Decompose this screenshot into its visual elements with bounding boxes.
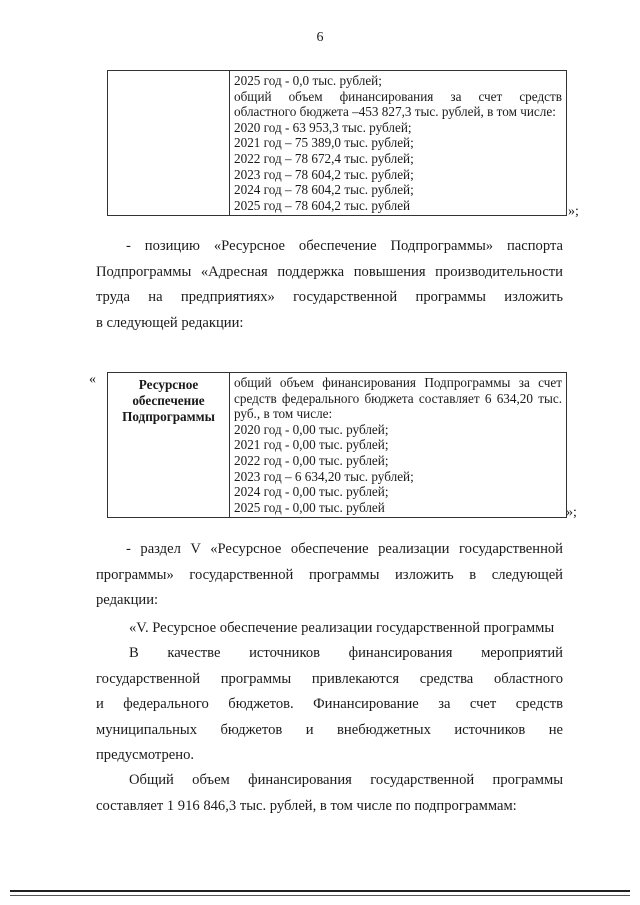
table1-line: 2021 год – 75 389,0 тыс. рублей;: [234, 135, 414, 151]
paragraph-total-funding: [96, 768, 563, 819]
table2-opening-mark: «: [89, 372, 96, 387]
section-v-heading: [96, 616, 563, 642]
table1-closing-mark: »;: [568, 204, 579, 219]
paragraph-funding-sources: [96, 641, 563, 769]
table1-line: 2022 год – 78 672,4 тыс. рублей;: [234, 150, 414, 166]
resource-provision-table: [107, 372, 567, 518]
table1-line: областного бюджета –453 827,3 тыс. рублей, в том числе:: [234, 104, 556, 120]
table2-line: средств федерального бюджета составляет 6 634,20 тыс.: [234, 390, 562, 406]
paragraph-section-v-change: [96, 537, 563, 614]
table1-line: 2025 год – 78 604,2 тыс. рублей: [234, 197, 411, 213]
table1-line: общий объем финансирования за счет средств: [234, 88, 562, 104]
paragraph-line: Общий объем финансирования государственной программы: [129, 772, 563, 788]
paragraph-line: в следующей редакции:: [96, 314, 244, 331]
table2-left-line: обеспечение: [132, 393, 205, 408]
table1-line: 2023 год – 78 604,2 тыс. рублей;: [234, 166, 414, 182]
paragraph-line: предусмотрено.: [96, 747, 195, 763]
table2-left-line: Подпрограммы: [122, 409, 215, 424]
paragraph-line: - раздел V «Ресурсное обеспечение реализации государственной: [126, 541, 563, 557]
table1-line: 2025 год - 0,0 тыс. рублей;: [234, 73, 382, 88]
paragraph-line: государственной программы привлекаются средства областного: [96, 670, 563, 687]
paragraph-line: труда на предприятиях» государственной программы изложить: [96, 289, 563, 305]
table2-line: 2024 год - 0,00 тыс. рублей;: [234, 484, 389, 500]
paragraph-subprogram-position: [96, 234, 563, 336]
footer-divider: [10, 895, 630, 896]
table2-line: руб., в том числе:: [234, 406, 333, 422]
paragraph-line: В качестве источников финансирования мероприятий: [129, 645, 563, 661]
page-number: 6: [316, 30, 324, 45]
funding-table-continued: [107, 70, 567, 216]
paragraph-line: редакции:: [96, 592, 159, 608]
table2-line: 2025 год - 0,00 тыс. рублей: [234, 499, 385, 515]
table1-line: 2020 год - 63 953,3 тыс. рублей;: [234, 119, 412, 135]
table2-line: 2022 год - 0,00 тыс. рублей;: [234, 452, 389, 468]
paragraph-line: составляет 1 916 846,3 тыс. рублей, в том числе по подпрограммам:: [96, 797, 517, 814]
table2-line: 2023 год – 6 634,20 тыс. рублей;: [234, 468, 414, 484]
paragraph-line: «V. Ресурсное обеспечение реализации государственной программы: [129, 620, 555, 636]
paragraph-line: и федерального бюджетов. Финансирование за счет средств: [96, 696, 563, 712]
table2-closing-mark: »;: [566, 505, 577, 520]
paragraph-line: муниципальных бюджетов и внебюджетных источников не: [96, 721, 563, 738]
table2-left-line: Ресурсное: [138, 377, 199, 392]
paragraph-line: Подпрограммы «Адресная поддержка повышения производительности: [96, 263, 563, 280]
table2-line: 2020 год - 0,00 тыс. рублей;: [234, 421, 389, 437]
table2-right-cell: [230, 373, 567, 518]
table2-line: общий объем финансирования Подпрограммы за счет: [234, 375, 562, 390]
table2-left-cell: [108, 373, 230, 518]
table1-left-cell: [108, 71, 230, 216]
paragraph-line: программы» государственной программы изложить в следующей: [96, 566, 563, 583]
paragraph-line: - позицию «Ресурсное обеспечение Подпрограммы» паспорта: [126, 238, 563, 254]
footer-divider: [10, 890, 630, 892]
table1-line: 2024 год – 78 604,2 тыс. рублей;: [234, 182, 414, 198]
table2-line: 2021 год - 0,00 тыс. рублей;: [234, 437, 389, 453]
table1-right-cell: [230, 71, 567, 216]
